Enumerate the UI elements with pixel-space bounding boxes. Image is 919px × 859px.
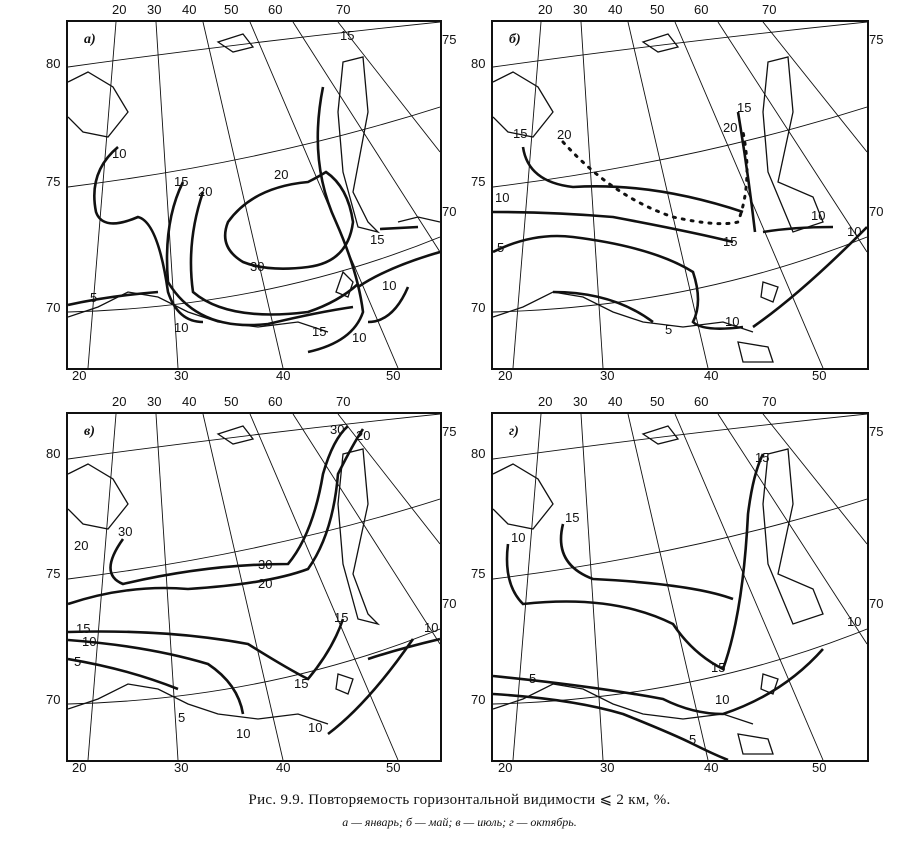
isoline-label: 20 [274,167,289,182]
isoline-label: 20 [74,538,89,553]
isoline-path [763,227,833,232]
map-panel-may [491,20,869,370]
isoline-label: 20 [198,184,213,199]
isoline-label: 10 [847,614,862,629]
isoline-label: 20 [356,428,371,443]
isoline-label: 20 [723,120,738,135]
lat-label: 70 [442,204,457,219]
lon-label: 20 [112,394,127,409]
lat-label: 75 [442,32,457,47]
lon-label: 50 [650,2,665,17]
lon-label: 50 [224,2,239,17]
lon-label: 30 [147,394,162,409]
lon-label: 20 [498,368,513,383]
isoline-label: 15 [340,28,355,43]
lon-label: 70 [762,394,777,409]
isoline-path [507,454,763,669]
lon-label: 70 [336,394,351,409]
lat-label: 75 [869,32,884,47]
isoline-label: 10 [424,620,439,635]
lon-label: 20 [538,394,553,409]
lon-label: 30 [600,368,615,383]
lat-label: 80 [46,56,61,71]
panel-label: а) [84,32,96,47]
lat-label: 70 [442,596,457,611]
lon-label: 30 [174,760,189,775]
panel-label: г) [509,424,519,439]
map-january-svg [68,22,440,368]
lon-label: 50 [812,368,827,383]
isoline-label: 15 [370,232,385,247]
lat-label: 70 [46,300,61,315]
isoline-path [328,639,413,734]
isoline-path [493,649,823,714]
isoline-label: 10 [725,314,740,329]
lat-label: 75 [869,424,884,439]
isoline-label: 15 [334,610,349,625]
isoline-label: 10 [382,278,397,293]
lat-label: 70 [46,692,61,707]
isoline-label: 5 [689,732,697,747]
isoline-path [380,227,418,229]
lon-label: 40 [182,2,197,17]
isoline-label: 5 [529,671,537,686]
isoline-label: 5 [497,240,505,255]
lat-label: 75 [442,424,457,439]
isoline-path [523,147,743,212]
lon-label: 50 [812,760,827,775]
isoline-path [68,292,158,305]
lon-label: 70 [336,2,351,17]
lon-label: 40 [182,394,197,409]
isoline-label: 10 [112,146,127,161]
isoline-label: 30 [118,524,133,539]
lon-label: 70 [762,2,777,17]
lat-label: 75 [46,174,61,189]
lat-label: 80 [471,446,486,461]
isoline-label: 10 [236,726,251,741]
isoline-label: 15 [723,234,738,249]
isoline-label: 10 [811,208,826,223]
isoline-path [358,252,440,287]
lon-label: 20 [538,2,553,17]
map-may-svg [493,22,867,368]
lon-label: 30 [147,2,162,17]
lon-label: 20 [72,368,87,383]
isoline-label: 15 [76,621,91,636]
isoline-path [493,236,743,329]
isoline-label: 10 [308,720,323,735]
isoline-label: 10 [511,530,526,545]
isoline-label: 10 [715,692,730,707]
isoline-label: 10 [174,320,189,335]
panel-label: в) [84,424,95,439]
isoline-label: 10 [82,634,97,649]
isoline-path [191,192,358,315]
isoline-label: 15 [711,660,726,675]
lon-label: 20 [112,2,127,17]
lon-label: 60 [268,394,283,409]
lon-label: 30 [573,2,588,17]
lon-label: 50 [386,760,401,775]
isoline-label: 15 [513,126,528,141]
lon-label: 20 [72,760,87,775]
lat-label: 70 [471,300,486,315]
lon-label: 50 [650,394,665,409]
isoline-path [368,639,440,659]
isoline-path [753,227,867,327]
lon-label: 40 [608,2,623,17]
panel-label: б) [509,32,521,47]
isoline-path [167,182,353,325]
isoline-label: 15 [312,324,327,339]
lon-label: 40 [704,760,719,775]
lon-label: 50 [224,394,239,409]
isoline-label: 30 [330,422,345,437]
lat-label: 75 [46,566,61,581]
isoline-path [561,524,733,599]
map-panel-july [66,412,442,762]
lon-label: 40 [608,394,623,409]
isoline-label: 30 [258,557,273,572]
isoline-label: 20 [557,127,572,142]
map-october-svg [493,414,867,760]
map-july-svg [68,414,440,760]
map-panel-january [66,20,442,370]
isoline-path [493,694,728,760]
lon-label: 40 [276,368,291,383]
isoline-label: 5 [90,290,98,305]
lat-label: 70 [869,596,884,611]
lon-label: 60 [694,394,709,409]
lon-label: 30 [573,394,588,409]
isoline-label: 15 [737,100,752,115]
isoline-label: 5 [665,322,673,337]
lat-label: 70 [471,692,486,707]
lon-label: 20 [498,760,513,775]
lat-label: 70 [869,204,884,219]
lat-label: 75 [471,566,486,581]
lon-label: 40 [704,368,719,383]
isoline-path [68,659,178,689]
lat-label: 75 [471,174,486,189]
isoline-label: 15 [294,676,309,691]
isoline-label: 10 [352,330,367,345]
figure-caption: Рис. 9.9. Повторяемость горизонтальной видимости ⩽ 2 км, %. [248,792,671,808]
lat-label: 80 [471,56,486,71]
lon-label: 30 [174,368,189,383]
isoline-path [493,212,733,242]
lon-label: 60 [694,2,709,17]
map-panel-october [491,412,869,762]
isoline-label: 5 [178,710,186,725]
lat-label: 80 [46,446,61,461]
lon-label: 40 [276,760,291,775]
isoline-label: 10 [847,224,862,239]
isoline-label: 5 [74,654,82,669]
isoline-label: 15 [174,174,189,189]
isoline-label: 15 [755,450,770,465]
isoline-label: 15 [565,510,580,525]
lon-label: 60 [268,2,283,17]
isoline-label: 30 [250,259,265,274]
isoline-label: 10 [495,190,510,205]
isoline-label: 20 [258,576,273,591]
isoline-path [68,619,343,679]
lon-label: 50 [386,368,401,383]
lon-label: 30 [600,760,615,775]
figure-subcaption: а — январь; б — май; в — июль; г — октябрь. [342,815,577,829]
